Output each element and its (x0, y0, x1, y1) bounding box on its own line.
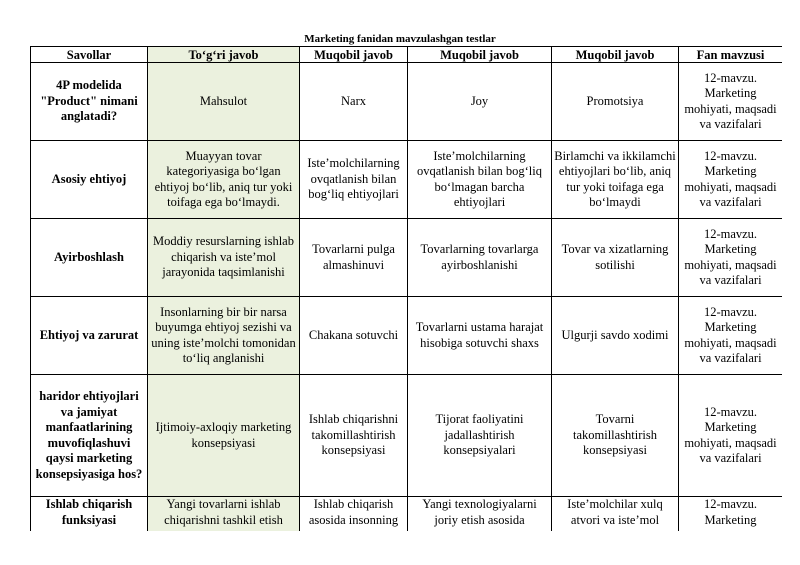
question-cell: Asosiy ehtiyoj (31, 141, 148, 219)
topic-cell: 12-mavzu. Marketing mohiyati, maqsadi va vazifalari (679, 219, 783, 297)
header-alternative-3: Muqobil javob (552, 47, 679, 63)
alternative-answer-cell: Birlamchi va ikkilamchi ehtiyojlari bo‘lib, aniq tur yoki toifaga ega bo‘lmaydi (552, 141, 679, 219)
question-cell: Ehtiyoj va zarurat (31, 297, 148, 375)
correct-answer-cell: Moddiy resurslarning ishlab chiqarish va iste’mol jarayonida taqsimlanishi (148, 219, 300, 297)
alternative-answer-cell: Ishlab chiqarishni takomillashtirish konsepsiyasi (300, 375, 408, 497)
alternative-answer-cell: Tovarlarni ustama harajat hisobiga sotuvchi shaxs (408, 297, 552, 375)
table-row (31, 63, 783, 141)
header-alternative-2: Muqobil javob (408, 47, 552, 63)
header-correct-answer: To‘g‘ri javob (148, 47, 300, 63)
table-row (31, 375, 783, 497)
correct-answer-cell: Muayyan tovar kategoriyasiga bo‘lgan ehtiyoj bo‘lib, aniq tur yoki toifaga ega bo‘lmaydi. (148, 141, 300, 219)
alternative-answer-cell: Iste’molchilar xulq atvori va iste’mol (552, 497, 679, 532)
topic-cell: 12-mavzu. Marketing mohiyati, maqsadi va vazifalari (679, 297, 783, 375)
header-topic: Fan mavzusi (679, 47, 783, 63)
question-cell: 4P modelida "Product" nimani anglatadi? (31, 63, 148, 141)
alternative-answer-cell: Yangi texnologiyalarni joriy etish asosida (408, 497, 552, 532)
table-row (31, 497, 783, 532)
alternative-answer-cell: Tijorat faoliyatini jadallashtirish konsepsiyalari (408, 375, 552, 497)
alternative-answer-cell: Narx (300, 63, 408, 141)
topic-cell: 12-mavzu. Marketing mohiyati, maqsadi va vazifalari (679, 375, 783, 497)
table-row (31, 141, 783, 219)
alternative-answer-cell: Ulgurji savdo xodimi (552, 297, 679, 375)
question-cell: haridor ehtiyojlari va jamiyat manfaatlarining muvofiqlashuvi qaysi marketing konsepsiyasiga hos? (31, 375, 148, 497)
test-table-container (30, 46, 782, 531)
alternative-answer-cell: Ishlab chiqarish asosida insonning (300, 497, 408, 532)
test-table (30, 46, 782, 531)
alternative-answer-cell: Tovarlarni pulga almashinuvi (300, 219, 408, 297)
header-questions: Savollar (31, 47, 148, 63)
question-cell: Ayirboshlash (31, 219, 148, 297)
alternative-answer-cell: Tovarni takomillashtirish konsepsiyasi (552, 375, 679, 497)
correct-answer-cell: Insonlarning bir bir narsa buyumga ehtiyoj sezishi va uning iste’molchi tomonidan to‘liq anglanishi (148, 297, 300, 375)
header-alternative-1: Muqobil javob (300, 47, 408, 63)
topic-cell: 12-mavzu. Marketing mohiyati, maqsadi va vazifalari (679, 63, 783, 141)
alternative-answer-cell: Iste’molchilarning ovqatlanish bilan bog‘liq bo‘lmagan barcha ehtiyojlari (408, 141, 552, 219)
header-row (31, 47, 783, 63)
alternative-answer-cell: Tovarlarning tovarlarga ayirboshlanishi (408, 219, 552, 297)
correct-answer-cell: Mahsulot (148, 63, 300, 141)
table-row (31, 297, 783, 375)
correct-answer-cell: Yangi tovarlarni ishlab chiqarishni tashkil etish (148, 497, 300, 532)
topic-cell: 12-mavzu. Marketing (679, 497, 783, 532)
correct-answer-cell: Ijtimoiy-axloqiy marketing konsepsiyasi (148, 375, 300, 497)
alternative-answer-cell: Chakana sotuvchi (300, 297, 408, 375)
alternative-answer-cell: Tovar va xizatlarning sotilishi (552, 219, 679, 297)
alternative-answer-cell: Promotsiya (552, 63, 679, 141)
document-title: Marketing fanidan mavzulashgan testlar (304, 33, 496, 45)
alternative-answer-cell: Joy (408, 63, 552, 141)
question-cell: Ishlab chiqarish funksiyasi (31, 497, 148, 532)
topic-cell: 12-mavzu. Marketing mohiyati, maqsadi va vazifalari (679, 141, 783, 219)
table-row (31, 219, 783, 297)
alternative-answer-cell: Iste’molchilarning ovqatlanish bilan bog‘liq ehtiyojlari (300, 141, 408, 219)
